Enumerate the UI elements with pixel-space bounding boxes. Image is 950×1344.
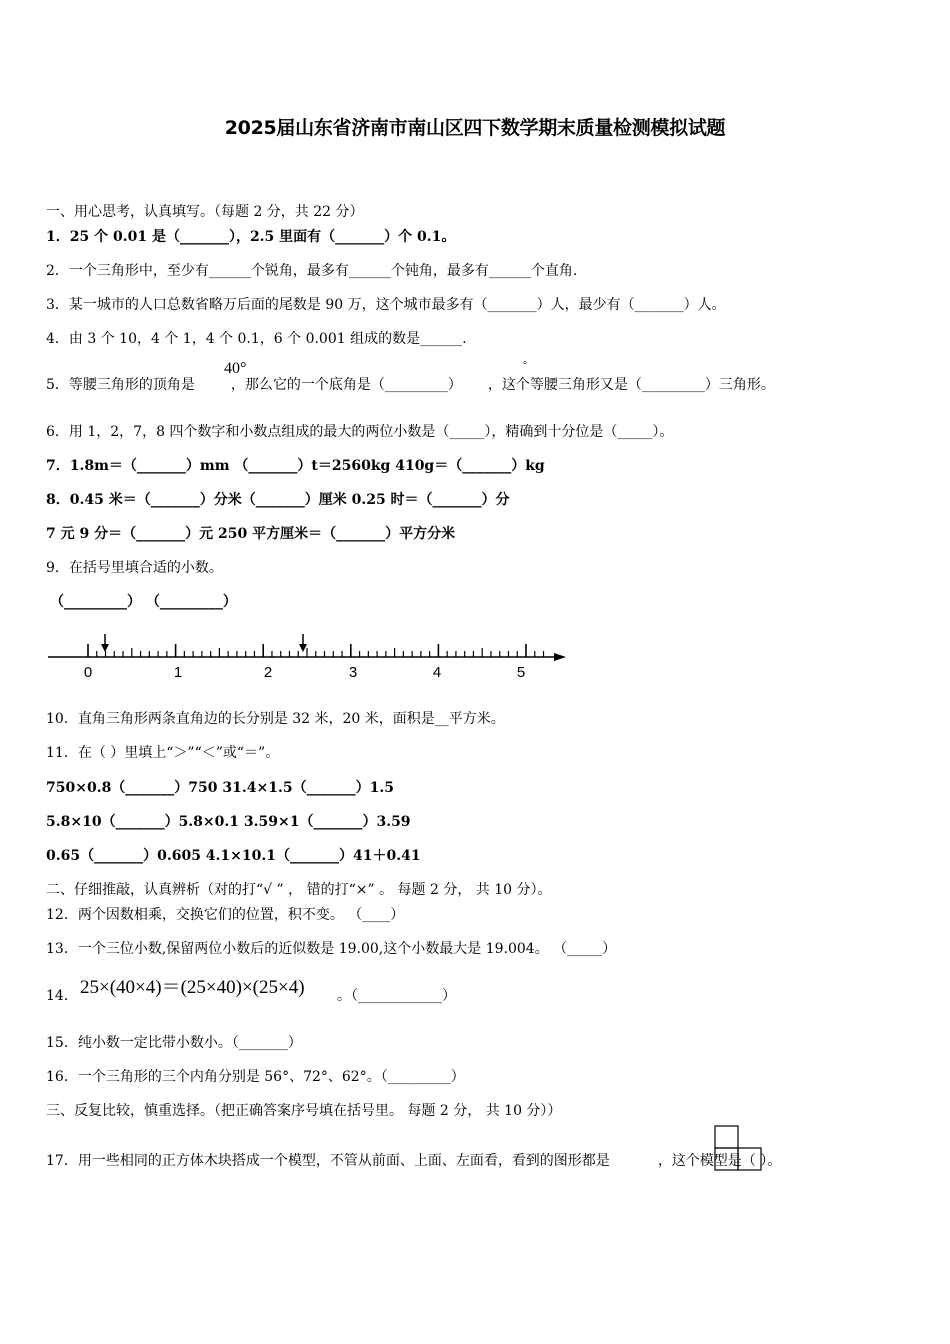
question-9-blanks: （_________） （_________）	[50, 594, 237, 610]
number-line-label-2: 2	[263, 664, 273, 681]
question-14-number: 14．	[46, 988, 78, 1004]
question-11-row-1: 750×0.8（_______）750 31.4×1.5（_______）1.5	[46, 780, 394, 796]
question-5	[46, 376, 775, 394]
grid-bottom-right-square	[738, 1148, 761, 1170]
question-11-row-2: 5.8×10（_______）5.8×0.1 3.59×1（_______）3.59	[46, 814, 411, 830]
question-1: 1．25 个 0.01 是（_______），2.5 里面有（_______）个 0.1。	[46, 229, 456, 245]
vertex-angle: 40°	[224, 360, 247, 377]
question-9: 9．在括号里填合适的小数。	[46, 560, 223, 576]
section2-header: 二、仔细推敲，认真辨析（对的打“√ ” ， 错的打“×” 。 每题 2 分， 共 10 分）。	[46, 882, 552, 898]
question-17-part-b: ，这个模型是（ ）。	[657, 1153, 782, 1169]
number-line-label-5: 5	[516, 664, 526, 681]
question-2: 2．一个三角形中，至少有______个锐角，最多有______个钝角，最多有______个直角.	[46, 263, 578, 279]
question-7: 7．1.8m＝（_______）mm （_______）t＝2560kg 410g＝（_______）kg	[46, 458, 545, 474]
degree-mark: °	[523, 360, 527, 371]
question-5-part-a: 5．等腰三角形的顶角是	[46, 377, 195, 393]
grid-top-square	[715, 1126, 738, 1148]
question-12: 12．两个因数相乘，交换它们的位置，积不变。 （____）	[46, 907, 405, 923]
number-line-label-0: 0	[83, 664, 93, 681]
marker-arrow-1	[101, 634, 109, 652]
question-6: 6．用 1，2，7，8 四个数字和小数点组成的最大的两位小数是（_____），精确到十分位是（_____）。	[46, 424, 674, 440]
question-11: 11．在（ ）里填上“＞”“＜”或“＝”。	[46, 745, 280, 761]
number-line-ticks	[88, 644, 544, 657]
question-5-part-c: ，这个等腰三角形又是（_________）三角形。	[487, 377, 775, 393]
number-line-label-3: 3	[348, 664, 358, 681]
section1-header: 一、用心思考，认真填写。（每题 2 分，共 22 分）	[46, 204, 364, 220]
marker-arrow-2	[299, 634, 307, 652]
question-8-cont: 7 元 9 分＝（_______）元 250 平方厘米＝（_______）平方分米	[46, 526, 456, 542]
question-11-row-3: 0.65（_______）0.605 4.1×10.1（_______）41＋0.41	[46, 848, 421, 864]
question-16: 16．一个三角形的三个内角分别是 56°、72°、62°。（_________）	[46, 1069, 465, 1085]
question-14-formula: 25×(40×4)＝(25×40)×(25×4)	[80, 977, 305, 998]
question-13: 13．一个三位小数,保留两位小数后的近似数是 19.00,这个小数最大是 19.004。 （_____）	[46, 941, 617, 957]
number-line-arrowhead	[554, 653, 566, 661]
question-8: 8．0.45 米＝（_______）分米（_______）厘米 0.25 时＝（_______）分	[46, 492, 510, 508]
number-line-label-1: 1	[173, 664, 183, 681]
question-15: 15．纯小数一定比带小数小。（_______）	[46, 1035, 302, 1051]
question-4: 4．由 3 个 10，4 个 1，4 个 0.1，6 个 0.001 组成的数是______.	[46, 331, 467, 347]
number-line-label-4: 4	[432, 664, 442, 681]
question-17	[46, 1152, 781, 1170]
grid-bottom-left-square	[715, 1148, 738, 1170]
number-line	[44, 630, 574, 682]
question-5-part-b: ，那么它的一个底角是（_________）	[230, 377, 462, 393]
question-17-part-a: 17．用一些相同的正方体木块搭成一个模型，不管从前面、上面、左面看，看到的图形都是	[46, 1153, 610, 1169]
question-3: 3．某一城市的人口总数省略万后面的尾数是 90 万，这个城市最多有（_______）人，最少有（_______）人。	[46, 297, 726, 313]
question-10: 10．直角三角形两条直角边的长分别是 32 米，20 米，面积是__平方米。	[46, 711, 505, 727]
question-14-answer: 。（____________）	[337, 988, 456, 1004]
page-title: 2025届山东省济南市南山区四下数学期末质量检测模拟试题	[224, 117, 726, 139]
section3-header: 三、反复比较，慎重选择。（把正确答案序号填在括号里。 每题 2 分， 共 10 分））	[46, 1103, 562, 1119]
three-view-figure	[714, 1125, 764, 1173]
